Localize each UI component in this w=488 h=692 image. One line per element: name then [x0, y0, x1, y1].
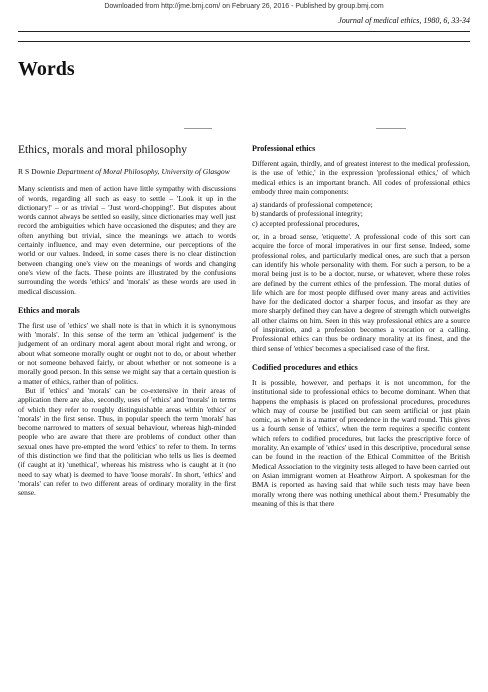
left-column	[18, 144, 236, 498]
column-rule-right	[376, 128, 406, 129]
header-rule-top	[18, 31, 470, 32]
journal-citation: Journal of medical ethics, 1980, 6, 33-34	[338, 16, 470, 25]
list-item: b) standards of professional integrity;	[252, 209, 363, 219]
author-name: R S Downie	[18, 167, 56, 176]
paragraph: But if 'ethics' and 'morals' can be co-extensive in their areas of application there are also, secondly, uses of 'ethics' and 'morals' in terms of which they refer to roughly distinguishable areas within 'ethics' or 'morals' in the first sense. Thus, in popular speech the term 'morals' has become narrowed to matters of sexual behaviour, whereas high-minded people who are aware that there are problems of conduct other than sexual ones have pre-empted the word 'ethics' to refer to them. In terms of this distinction we find that the politician who tells us lies is deemed (if caught at it) 'unethical', whereas his mistress who is caught at it (no need to say what) is deemed to have 'loose morals'. In short, 'ethics' and 'morals' can refer to two different areas of ordinary morality in the first sense.	[18, 385, 236, 498]
paragraph: or, in a broad sense, 'etiquette'. A professional code of this sort can acquire the force of moral imperatives in our first sense. Indeed, some professional roles, and particularly medical ones, are such that a person can identify his whole personality with them. For such a person, to be a moral being just is to be a doctor, nurse, or whatever, where these roles are defined by the current ethics of the profession. The moral duties of life which are for most people diffused over many areas and activities have for the dedicated doctor a sharper focus, and insofar as they are more sharply defined they can have a degree of strength which outweighs all other claims on him. Seen in this way professional ethics are a source of inspiration, and a profession becomes a vocation or a calling. Professional ethics can thus be ordinary morality at its finest, and the third sense of 'ethics' becomes a specialised case of the first.	[252, 232, 470, 353]
section-heading-professional-ethics: Professional ethics	[252, 144, 316, 153]
intro-paragraph: Many scientists and men of action have little sympathy with discussions of words, regarding all such as easy to settle – 'Look it up in the dictionary!' – or as trivial – 'Just word-chopping!'. But disputes about words cannot always be settled so easily, since dictionaries may well just record the ambiguities which have occasioned the disputes; and they are often anything but trivial, since the meanings we attach to words certainly influence, and may even determine, our perceptions of the world or our values. Indeed, in some cases there is no clear distinction between changing one's view on the meanings of words and changing one's view of the facts. These points are illustrated by the confusions surrounding the words 'ethics' and 'morals' as these words are used in medical discussion.	[18, 184, 236, 296]
article-title: Ethics, morals and moral philosophy	[18, 144, 187, 156]
paragraph: The first use of 'ethics' we shall note is that in which it is synonymous with 'morals'. In this sense of the term an 'ethical judgement' is the judgement of an ordinary moral agent about moral right and wrong, or about what someone morally ought or ought not to do, or about whether or not someone behaved fairly, or about whether or not someone is a morally good person. In this sense we might say that a certain question is a matter of ethics, rather than of politics.	[18, 320, 236, 386]
paragraph: Different again, thirdly, and of greatest interest to the medical profession, is the use of 'ethic,' in the expression 'professional ethics,' of which medical ethics is an important branch. All codes of professional ethics embody three main components:	[252, 159, 470, 196]
list-item: a) standards of professional competence;	[252, 200, 373, 210]
right-column	[252, 144, 470, 508]
author-affiliation: Department of Moral Philosophy, University of Glasgow	[57, 167, 230, 176]
header-rule-bottom	[18, 41, 470, 42]
list-item: c) accepted professional procedures,	[252, 218, 360, 228]
section-heading-ethics-and-morals: Ethics and morals	[18, 305, 80, 315]
column-rule-left	[184, 128, 212, 129]
components-list	[252, 200, 470, 228]
author-line	[18, 167, 236, 176]
download-notice: Downloaded from http://jme.bmj.com/ on February 26, 2016 - Published by group.bmj.com	[104, 3, 384, 10]
section-heading-codified-procedures: Codified procedures and ethics	[252, 362, 358, 372]
section-title: Words	[18, 58, 75, 80]
paragraph: It is possible, however, and perhaps it is not uncommon, for the institutional side to professional ethics to become dominant. When that happens the emphasis is placed on professional procedures, procedures which may of course be justified but can seem artificial or just plain comic, as when it is a matter of precedence in the ward round. This gives us a fourth sense of 'ethics', when the term requires a specific content which refers to codified procedures, but lacks the prescriptive force of morality. An example of 'ethics' used in this descriptive, procedural sense can be found in the reaction of the Ethical Committee of the British Medical Association to the virginity tests alleged to have been carried out on Asian immigrant women at Heathrow Airport. A spokesman for the BMA is reported as having said that while such tests may have been morally wrong there was nothing unethical about them.¹ Presumably the meaning of this is that there	[252, 377, 470, 508]
